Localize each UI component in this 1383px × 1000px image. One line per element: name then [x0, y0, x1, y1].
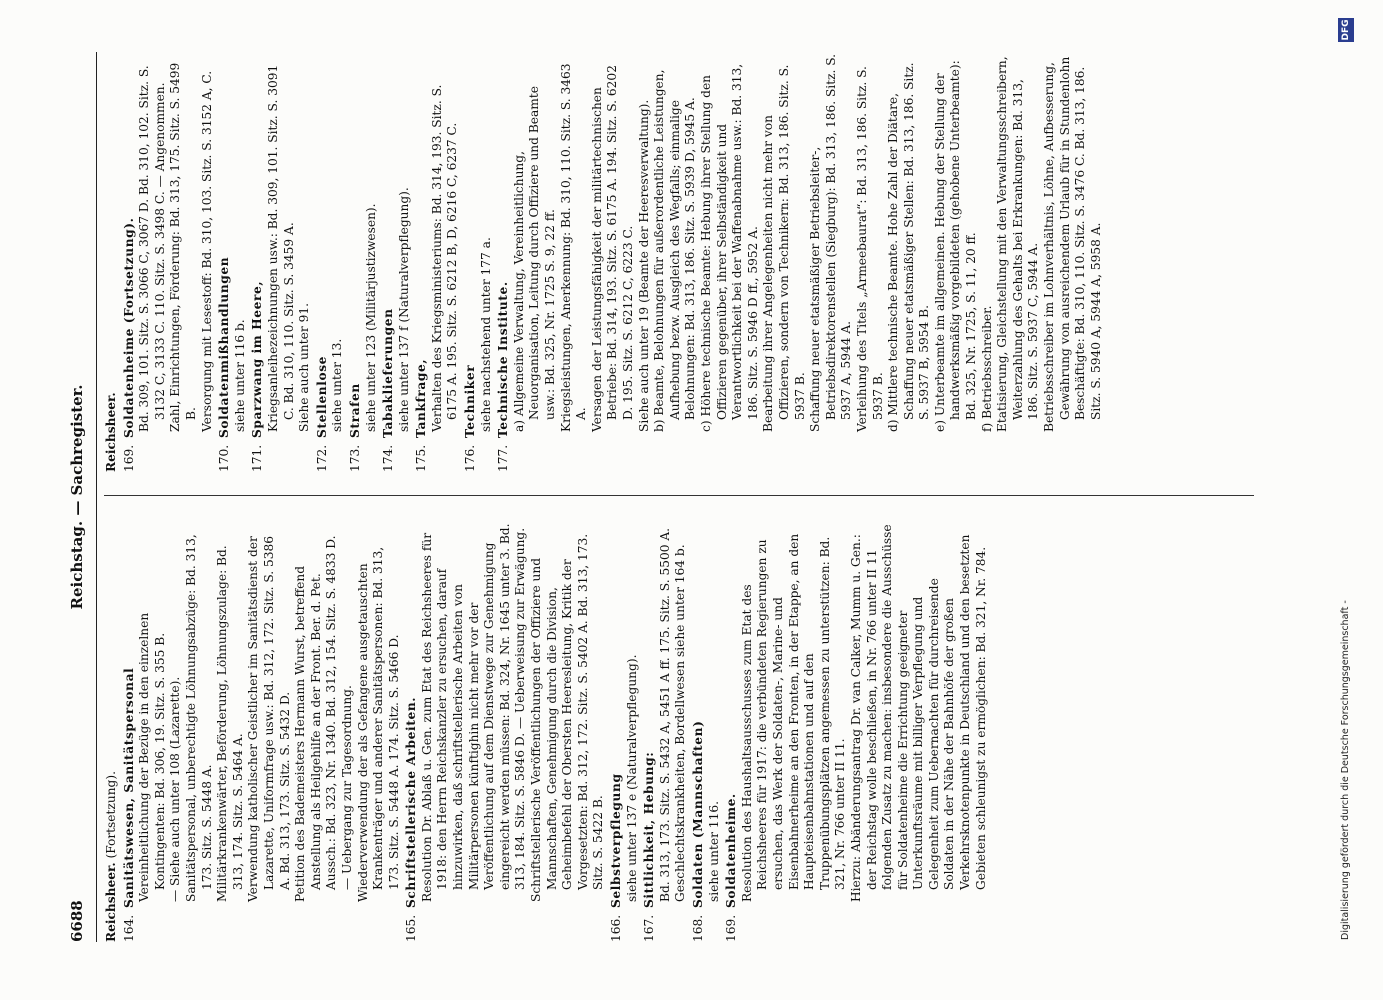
entry-number: 168. [690, 914, 705, 942]
entry-line: Kriegsanleihezeichnungen usw.: Bd. 309, 101. Sitz. S. 3091 C. Bd. 310, 110. Sitz. S. 3459 A. [265, 64, 296, 432]
index-entry [414, 52, 461, 472]
entry-line: Betriebsschreiber im Lohnverhältnis, Löhne, Aufbesserung, Gewährung von ausreichendem Urlaub für in Stundenlohn Beschäftigte: Bd. 310, 110. Sitz. S. 3476 C. Bd. 313, 186. Sitz. S. 5940 A, 5944 A, 5958 A. [1042, 56, 1103, 432]
left-entries [122, 522, 990, 942]
entry-line: Verwendung katholischer Geistlicher im Sanitätsdienst der Lazarette, Uniformfrage usw.: Bd. 312, 172. Sitz. S. 5386 A. Bd. 313, 173. Sitz. S. 5432 D. [246, 535, 292, 902]
entry-line: Versorgung mit Lesestoff: Bd. 310, 103. Sitz. S. 3152 A, C. [199, 70, 214, 432]
entry-heading: Techniker [463, 364, 478, 438]
index-entry [496, 52, 1104, 472]
entry-line: a) Allgemeine Verwaltung, Vereinheitlichung, Neuorganisation, Leitung durch Offiziere und Beamte usw.: Bd. 325, Nr. 1725 S. 9, 22 ff. [511, 86, 558, 432]
entry-line: Siehe auch unter 19 (Beamte der Heeresverwaltung). [636, 99, 651, 432]
entry-line: Versagen der Leistungsfähigkeit der militärtechnischen Betriebe: Bd. 314, 193. Sitz. S. 6175 A. 194. Sitz. S. 6202 D. 195. Sitz. S. 6212 C, 6223 C. [589, 65, 635, 432]
entry-heading: Tabaklieferungen [381, 308, 396, 438]
index-entry [348, 52, 379, 472]
entry-line: e) Unterbeamte im allgemeinen. Hebung der Stellung der handwerksmäßig vorgebildeten (gehobene Unterbeamte): Bd. 325, Nr. 1725, S. 11, 20 ff. [932, 60, 979, 432]
right-lead [104, 52, 120, 472]
entry-number: 171. [250, 444, 265, 472]
index-entry [691, 522, 722, 942]
entry-number: 175. [414, 444, 429, 472]
entry-line: Resolution Dr. Ablaß u. Gen. zum Etat des Reichsheeres für 1918: den Herrn Reichskanzler zu ersuchen, darauf hinzuwirken, daß schriftstellerische Arbeiten von Militärpersonen künftighin nicht mehr vor der Veröffentlichung auf dem Dienstwege zur Genehmigung eingereicht werden müssen: Bd. 324, Nr. 1645 unter 3. Bd. 313, 184. Sitz. S. 5846 D. — Ueberweisung zur Erwägung. [419, 523, 528, 902]
entry-number: 172. [314, 444, 329, 472]
entry-heading: Sittlichkeit, Hebung: [642, 751, 657, 908]
index-entry [609, 522, 640, 942]
lead-heading: Reichsheer. [104, 862, 118, 942]
entry-heading: Soldatenmißhandlungen [217, 256, 232, 438]
entry-line: c) Höhere technische Beamte: Hebung ihrer Stellung den Offizieren gegenüber, ihrer Selbständigkeit und Verantwortlichkeit bei der Waffenabnahme usw.: Bd. 313, 186. Sitz. S. 5946 D ff., 5952 A. [698, 63, 760, 432]
entry-line: Hierzu: Abänderungsantrag Dr. van Calker, Mumm u. Gen.: der Reichstag wolle beschließen, in Nr. 766 unter II 11 folgenden Zusatz zu machen: insbesondere die Ausschüsse für Soldatenheime die Errichtung geeigneter Unterkunftsräume mit billiger Verpflegung und Gelegenheit zum Uebernachten für durchreisende Soldaten in der Nähe der Bahnhöfe der großen Verkehrsknotenpunkte in Deutschland und den besetzten Gebieten schleunigst zu ermöglichen: Bd. 321, Nr. 784. [848, 524, 988, 902]
entry-line: — Siehe auch unter 108 (Lazarette). [168, 676, 183, 902]
entry-number: 165. [404, 914, 419, 942]
right-column [104, 52, 1264, 472]
entry-number: 166. [609, 914, 623, 942]
entry-line: Schriftstellerische Veröffentlichungen der Offiziere und Mannschaften, Genehmigung durch die Division, Geheimbefehl der Obersten Heeresleitung, Kritik der Vorgesetzten: Bd. 312, 172. Sitz. S. 5402 A. Bd. 313, 173. Sitz. S. 5422 B. [529, 533, 606, 902]
entry-heading: Soldatenheime. [724, 793, 739, 908]
entry-line: Resolution des Haushaltsausschusses zum Etat des Reichsheeres für 1917: die verbündeten Regierungen zu ersuchen, das Werk der Soldaten-, Marine- und Eisenbahnerheime an den Fronten, in der Etappe, an den Haupteisenbahnstationen und auf den Truppenübungsplätzen angemessen zu unterstützen: Bd. 321, Nr. 766 unter II 11. [739, 533, 848, 902]
entry-number: 169. [121, 444, 136, 472]
index-entry [642, 522, 689, 942]
page-number: 6688 [68, 900, 86, 942]
entry-line: Vereinheitlichung der Bezüge in den einzelnen Kontingenten: Bd. 306, 19. Sitz. S. 355 B. [137, 612, 167, 902]
digitization-note: Digitalisierung gefördert durch die Deutsche Forschungsgemeinschaft - [1340, 600, 1351, 940]
entry-line: b) Beamte, Belohnungen für außerordentliche Leistungen, Aufhebung bezw. Ausgleich des Wegfalls; einmalige Belohnungen: Bd. 313, 186. Sitz. S. 5939 D, 5945 A. [652, 69, 698, 432]
entry-number: 167. [642, 914, 657, 942]
entry-line: Verhalten des Kriegsministeriums: Bd. 314, 193. Sitz. S. 6175 A. 195. Sitz. S. 6212 B, D, 6216 C, 6237 C. [429, 84, 460, 432]
entry-line: siehe nachstehend unter 177 a. [478, 237, 493, 432]
lead-continuation: (Fortsetzung). [104, 771, 118, 859]
entry-line: Kriegsleistungen, Anerkennung: Bd. 310, 110. Sitz. S. 3463 A. [558, 63, 589, 432]
entry-line: siehe unter 123 (Militärjustizwesen). [363, 203, 378, 432]
entry-line: siehe unter 137 e (Naturalverpflegung). [624, 654, 639, 902]
lead-heading: Reichsheer. [104, 392, 118, 472]
entry-heading: Soldaten (Mannschaften) [690, 720, 705, 908]
entry-heading: Tankfrage, [414, 358, 429, 438]
right-entries [122, 52, 1105, 472]
entry-heading: Sparzwang im Heere, [250, 280, 265, 438]
entry-line: Petition des Bademeisters Hermann Wurst, betreffend Anstellung als Heilgehilfe an der Front. Ber. d. Pet. Aussch.: Bd. 323, Nr. 1340. Bd. 312, 154. Sitz. S. 4833 D. — Uebergang zur Tagesordnung. [293, 535, 354, 902]
index-entry [122, 52, 216, 472]
entry-heading: Soldatenheime (Fortsetzung). [121, 217, 136, 438]
entry-line: Siehe auch unter 91. [297, 303, 312, 432]
entry-heading: Sanitätswesen, Sanitätspersonal [121, 667, 136, 908]
entry-number: 164. [121, 914, 136, 942]
index-entry [217, 52, 248, 472]
entry-line: Bearbeitung ihrer Angelegenheiten nicht mehr von Offizieren, sondern von Technikern: Bd. 313, 186. Sitz. S. 5937 B. [761, 64, 807, 432]
entry-number: 173. [347, 444, 362, 472]
entry-line: Bd. 313, 173. Sitz. S. 5432 A, 5451 A ff. 175. Sitz. S. 5500 A. [657, 527, 672, 902]
entry-number: 176. [463, 444, 478, 472]
left-column [104, 522, 1264, 942]
index-entry [315, 52, 346, 472]
index-entry [463, 52, 494, 472]
entry-line: Verleihung des Titels „Armeebaurat“: Bd. 313, 186. Sitz. S. 5937 B. [854, 66, 885, 432]
entry-heading: Stellenlose [314, 355, 329, 438]
entry-heading: Strafen [347, 383, 362, 438]
index-entry [122, 522, 403, 942]
entry-heading: Technische Institute. [496, 281, 511, 438]
page-header [62, 52, 97, 942]
entry-number: 170. [217, 444, 232, 472]
entry-line: siehe unter 116 b. [232, 319, 247, 432]
column-divider [104, 495, 1254, 496]
entry-line: siehe unter 13. [330, 338, 345, 432]
entry-line: Sanitätspersonal, unberechtigte Löhnungsabzüge: Bd. 313, 173. Sitz. S. 5448 A. [183, 534, 214, 902]
entry-line: siehe unter 116. [706, 801, 721, 902]
index-entry [724, 522, 989, 942]
entry-line: Zahl, Einrichtungen, Förderung: Bd. 313, 175. Sitz. S. 5499 B. [168, 62, 198, 432]
entry-number: 169. [724, 914, 739, 942]
entry-line: Geschlechtskrankheiten, Bordellwesen siehe unter 164 b. [673, 544, 688, 902]
entry-number: 174. [381, 444, 396, 472]
left-lead [104, 522, 120, 942]
entry-line: f) Betriebsschreiber. [979, 305, 994, 432]
entry-number: 177. [496, 444, 511, 472]
entry-heading: Selbstverpflegung [609, 773, 623, 908]
page-title: Reichstag. — Sachregister. [68, 384, 86, 610]
entry-line: d) Mittlere technische Beamte. Hohe Zahl der Diätare, Schaffung neuer etatsmäßiger Stellen: Bd. 313, 186. Sitz. S. 5937 B, 5954 B. [886, 62, 932, 432]
index-entry [381, 52, 412, 472]
entry-line: Etatisierung, Gleichstellung mit den Verwaltungsschreibern, Weiterzahlung des Gehalts bei Erkrankungen: Bd. 313, 186. Sitz. S. 5937 C, 5944 A. [995, 56, 1041, 432]
dfg-logo: DFG [1338, 18, 1354, 42]
entry-line: Bd. 309, 101. Sitz. S. 3066 C, 3067 D. Bd. 310, 102. Sitz. S. 3132 C, 3133 C. 110. Sitz. S. 3498 C. — Angenommen. [137, 65, 167, 432]
entry-line: siehe unter 137 f (Naturalverpflegung). [396, 187, 411, 432]
entry-line: Militärkrankenwärter, Beförderung, Löhnungszulage: Bd. 313, 174. Sitz. S. 5464 A. [215, 545, 245, 902]
entry-line: Wiederverwendung der als Gefangene ausgetauschten Krankenträger und anderer Sanitätspersonen: Bd. 313, 173. Sitz. S. 5448 A. 174. Sitz. S. 5466 D. [355, 546, 401, 902]
entry-heading: Schriftstellerische Arbeiten. [404, 696, 419, 908]
entry-line: Schaffung neuer etatsmäßiger Betriebsleiter-, Betriebsdirektorenstellen (Siegburg): Bd. 313, 186. Sitz. S. 5937 A, 5944 A. [808, 53, 854, 432]
index-entry [404, 522, 607, 942]
index-entry [250, 52, 312, 472]
